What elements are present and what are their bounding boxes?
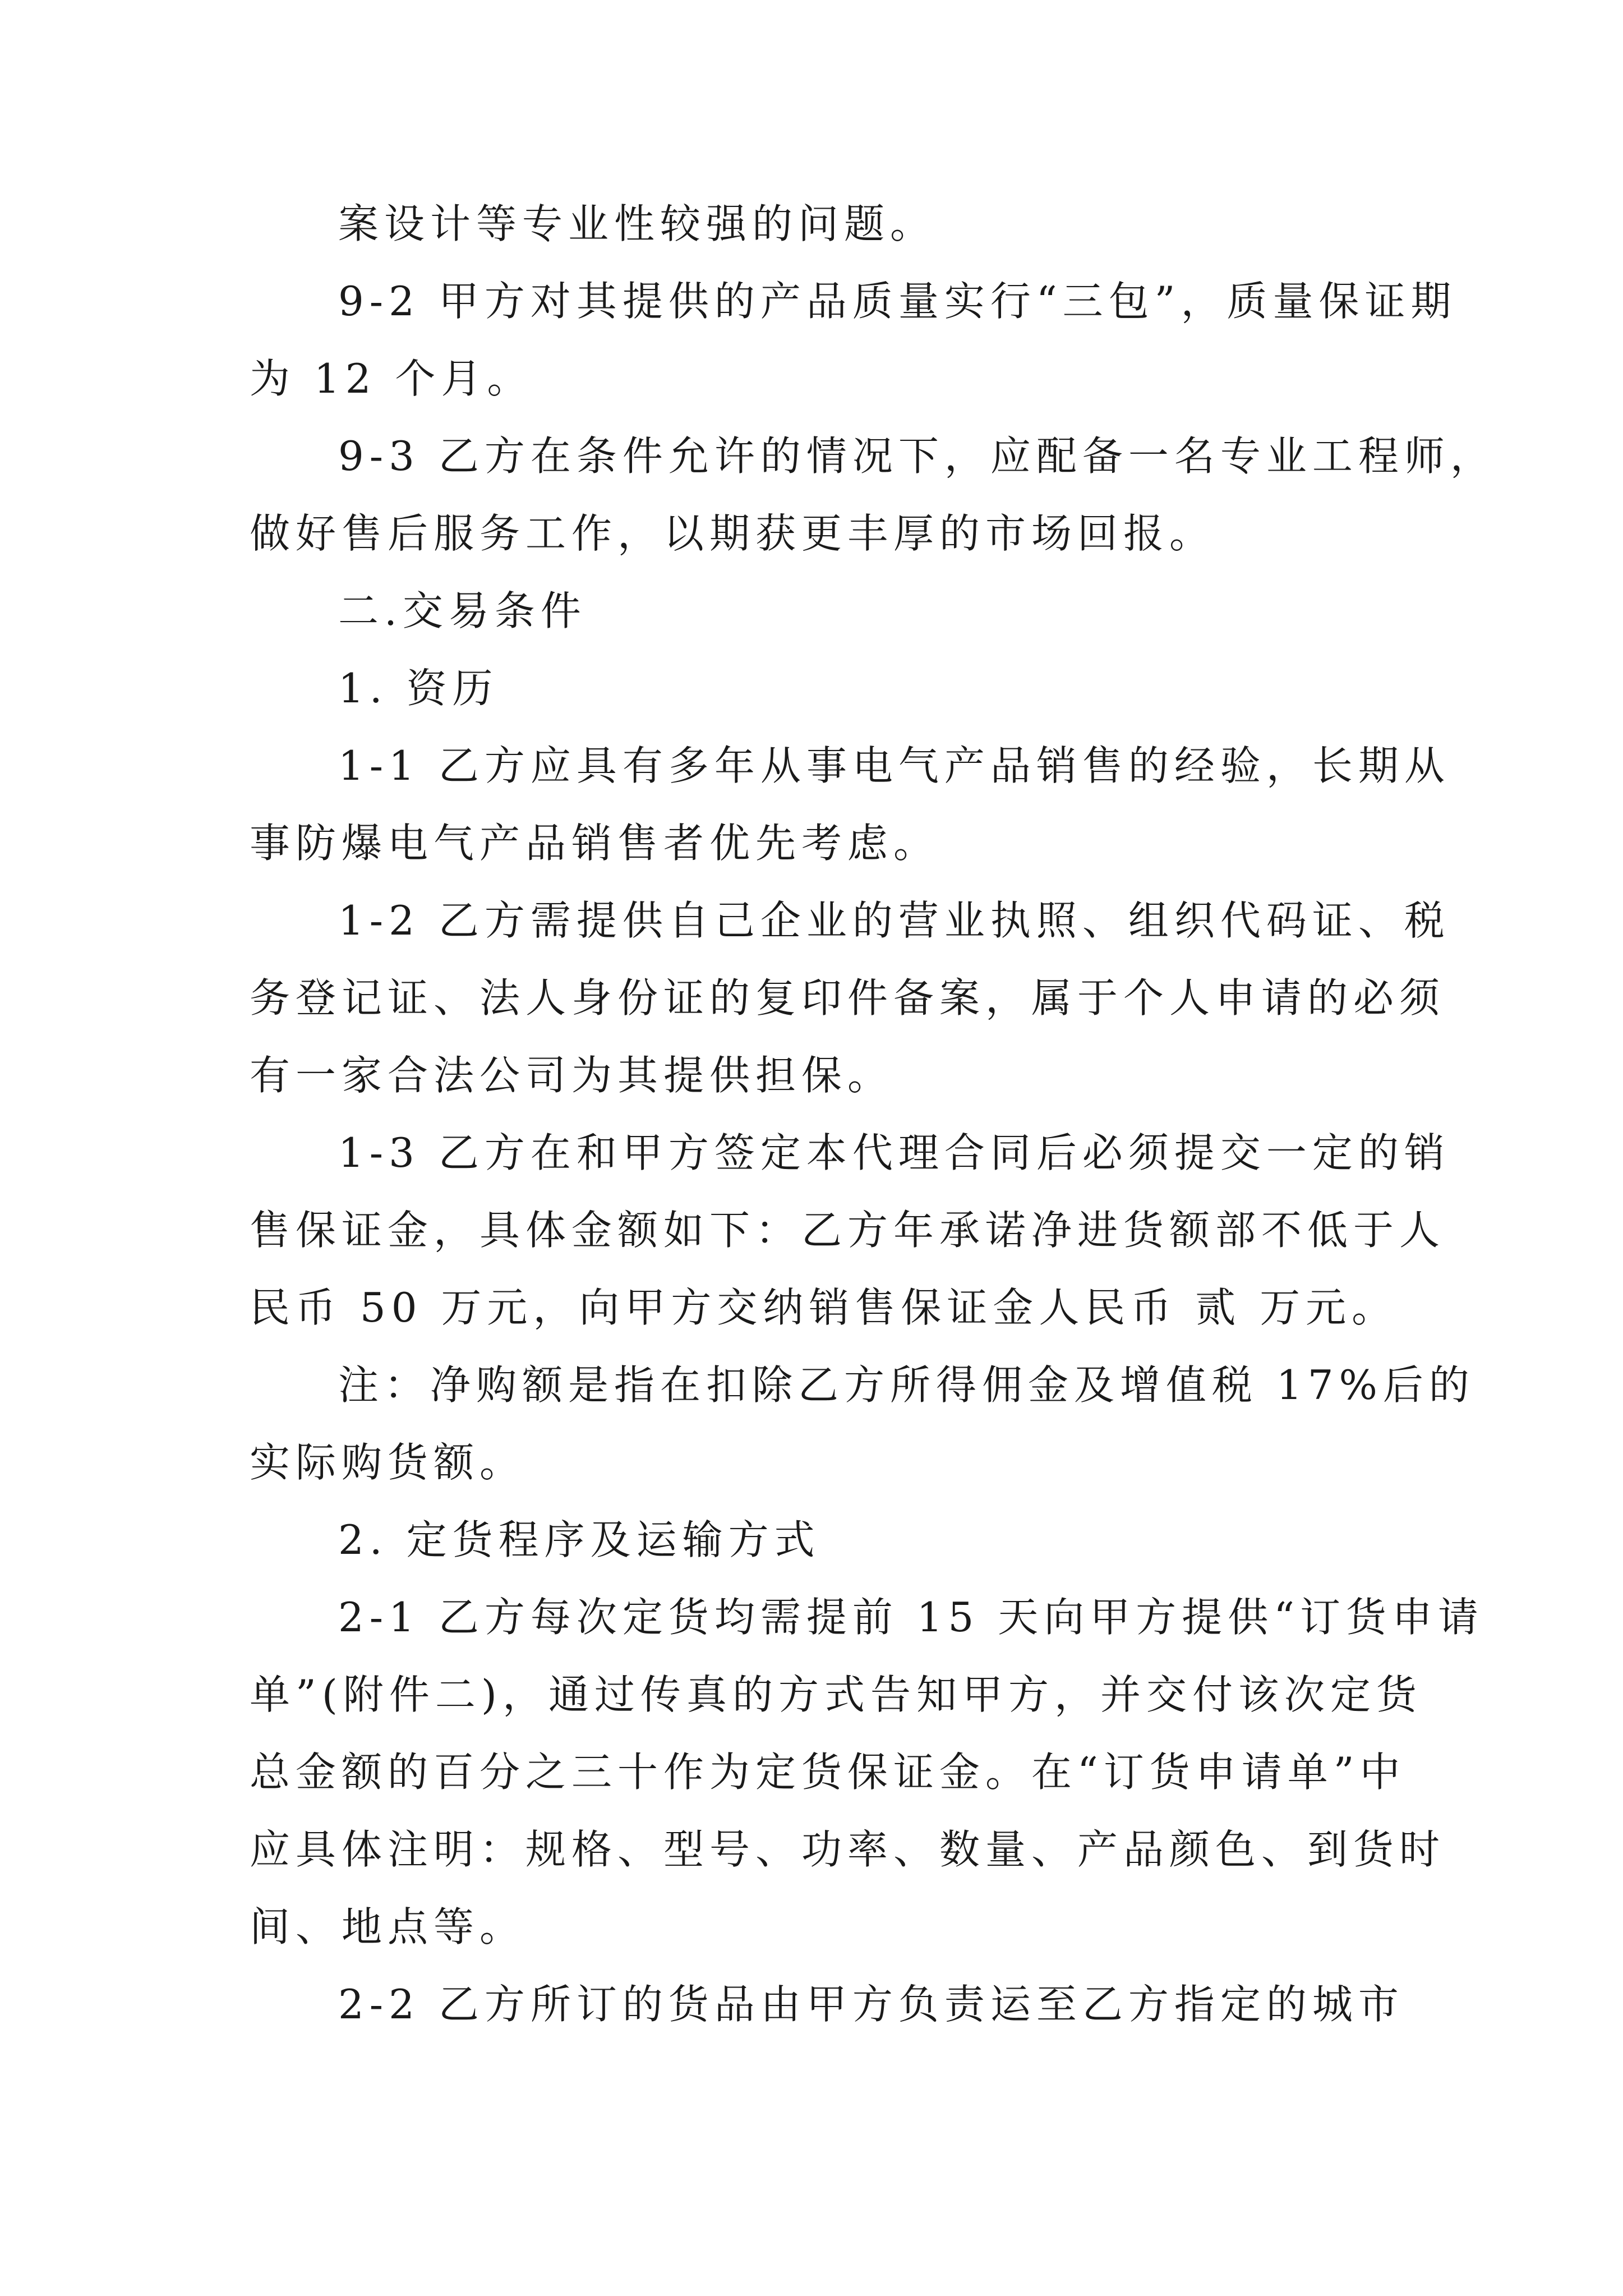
text-line: 实际购货额。 bbox=[250, 1439, 526, 1486]
text-line: 间、地点等。 bbox=[250, 1903, 526, 1950]
text-line: 1-1 乙方应具有多年从事电气产品销售的经验，长期从 bbox=[338, 742, 1450, 789]
text-line: 单”(附件二)，通过传真的方式告知甲方，并交付该次定货 bbox=[250, 1671, 1422, 1718]
text-line: 总金额的百分之三十作为定货保证金。在“订货申请单”中 bbox=[250, 1749, 1406, 1796]
text-line: 务登记证、法人身份证的复印件备案，属于个人申请的必须 bbox=[250, 974, 1446, 1022]
text-line: 做好售后服务工作，以期获更丰厚的市场回报。 bbox=[250, 510, 1216, 557]
text-line: 1. 资历 bbox=[338, 665, 499, 712]
text-line: 2. 定货程序及运输方式 bbox=[338, 1516, 820, 1563]
text-line: 案设计等专业性较强的问题。 bbox=[338, 200, 937, 247]
contract-text-body bbox=[250, 185, 1496, 2043]
text-line: 1-3 乙方在和甲方签定本代理合同后必须提交一定的销 bbox=[338, 1129, 1450, 1176]
text-line: 应具体注明：规格、型号、功率、数量、产品颜色、到货时 bbox=[250, 1826, 1446, 1873]
text-line: 2-1 乙方每次定货均需提前 15 天向甲方提供“订货申请 bbox=[338, 1594, 1484, 1641]
text-line: 售保证金，具体金额如下：乙方年承诺净进货额部不低于人 bbox=[250, 1207, 1446, 1254]
text-line: 9-2 甲方对其提供的产品质量实行“三包”，质量保证期 bbox=[338, 278, 1457, 325]
text-line: 有一家合法公司为其提供担保。 bbox=[250, 1052, 894, 1099]
text-line: 注：净购额是指在扣除乙方所得佣金及增值税 17%后的 bbox=[338, 1361, 1475, 1409]
text-line: 二.交易条件 bbox=[338, 587, 587, 634]
text-line: 事防爆电气产品销售者优先考虑。 bbox=[250, 820, 940, 867]
text-line: 民币 50 万元，向甲方交纳销售保证金人民币 贰 万元。 bbox=[250, 1284, 1398, 1331]
text-line: 为 12 个月。 bbox=[250, 355, 533, 402]
text-line: 2-2 乙方所订的货品由甲方负责运至乙方指定的城市 bbox=[338, 1981, 1404, 2028]
text-line: 9-3 乙方在条件允许的情况下，应配备一名专业工程师， bbox=[338, 432, 1496, 480]
text-line: 1-2 乙方需提供自己企业的营业执照、组织代码证、税 bbox=[338, 897, 1450, 944]
